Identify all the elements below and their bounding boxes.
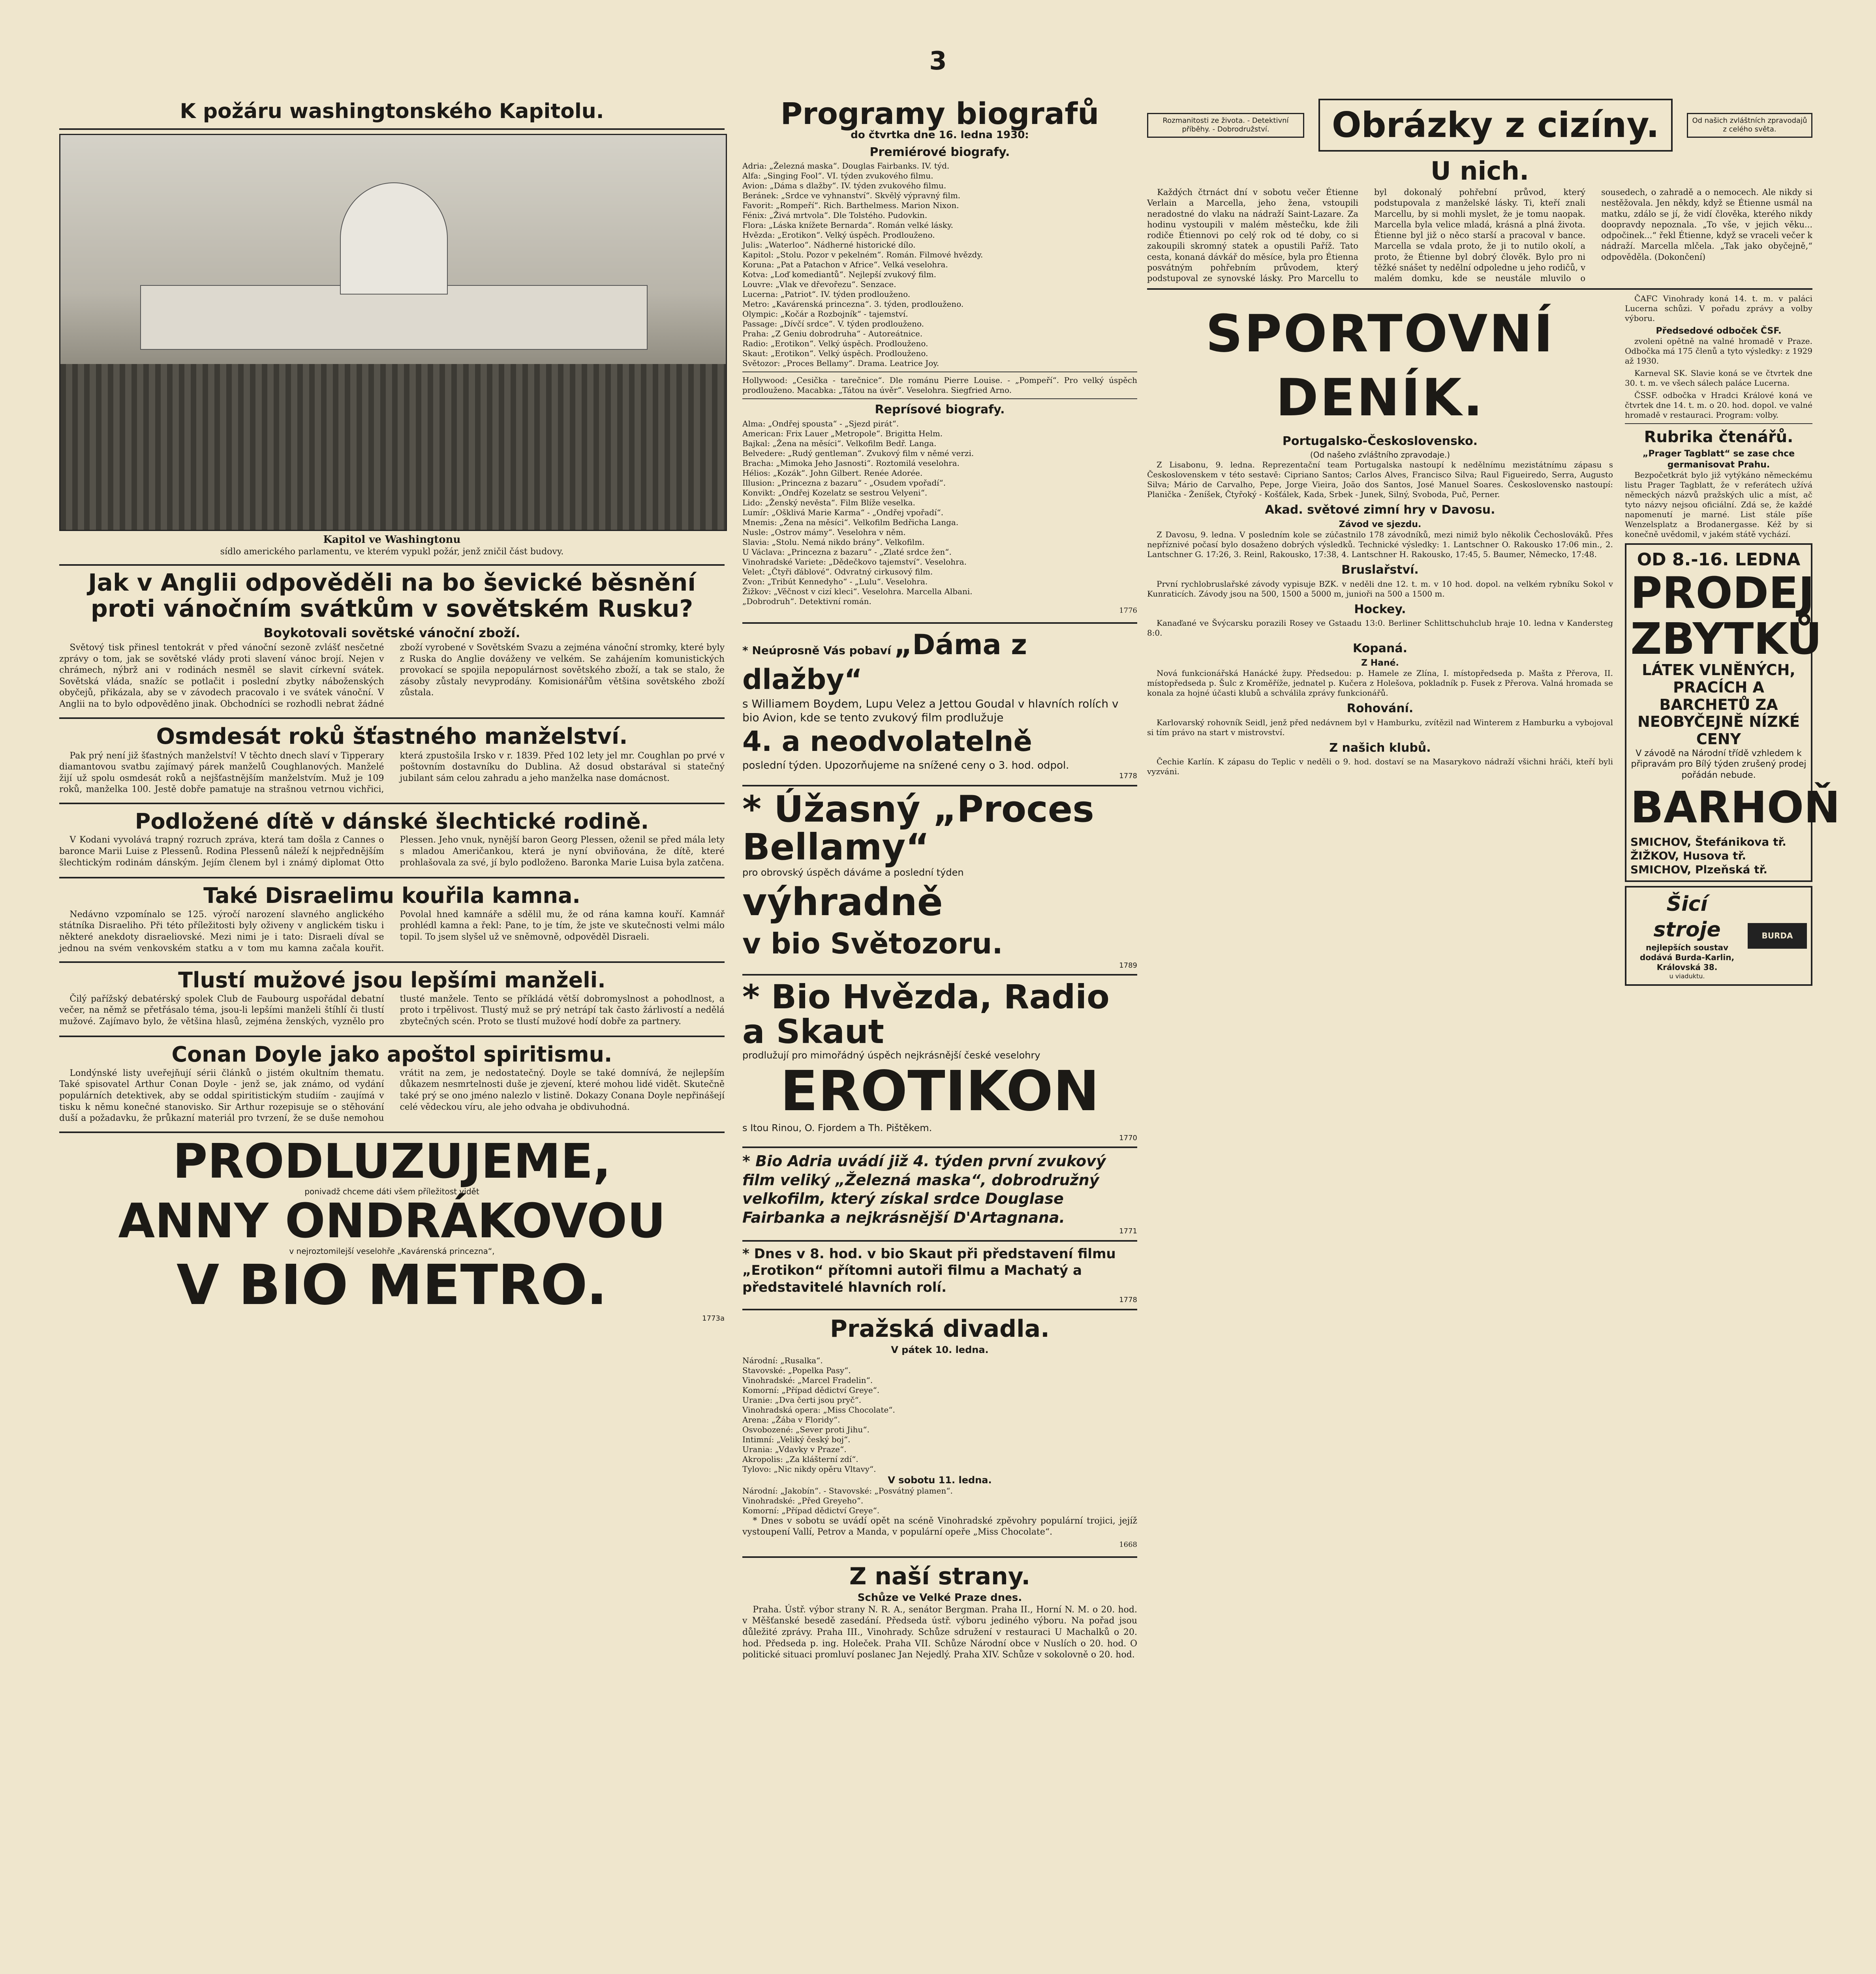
divider <box>742 398 1137 399</box>
cinema-listing: Bajkal: „Žena na měsíci“. Velkofilm Bedř. Langa. <box>742 438 937 448</box>
sport-section <box>1147 293 1840 990</box>
theatre-listing: Stavovské: „Popelka Pasy“. <box>742 1365 851 1375</box>
disraeli-title: Také Disraelimu kouřila kamna. <box>203 883 580 908</box>
sici-text: nejlepších soustav dodává Burda-Karlin, Královská 38. <box>1639 942 1735 972</box>
prodej-sub: V závodě na Národní třídě vzhledem k připravám pro Bílý týden zrušený prodej pořádán nebude. <box>1631 748 1807 780</box>
theatre-listing: Národní: „Rusalka“. <box>742 1355 823 1365</box>
divider <box>742 785 1137 786</box>
karneval-note: Karneval SK. Slavie koná se ve čtvrtek dne 30. t. m. ve všech sálech paláce Lucerna. <box>1625 368 1812 388</box>
divadla-section <box>742 1314 1137 1550</box>
cinema-listing: Alfa: „Singing Fool“. VI. týden zvukového filmu. <box>742 171 933 180</box>
disraeli-body: Nedávno vzpomínalo se 125. výročí narození slavného anglického státníka Disraeliho. Při této příležitosti byly oživeny v anglickém tisku i některé anekdoty disraeliovské. Mezi nimi je i tato: Disraeli díval se jednou na svém venkovském statku a v tom mu kamna začala kouřit. Povolal hned kamnáře a sdělil mu, že od rána kamna kouří. Kamnář prohlédl kamna a řekl: Pane, to je tím, že jste ve skutečnosti velmi málo topil. To jsem slyšel už ve sněmovně, odpověděl Disraeli. <box>59 909 725 953</box>
cinema-listing: Favorit: „Rompeří“. Rich. Barthelmess. Marion Nixon. <box>742 201 959 210</box>
cinema-listing: Hélios: „Kozák“. John Gilbert. Renée Adorée. <box>742 468 923 478</box>
proces-title: * Úžasný „Proces Bellamy“ <box>742 788 1094 869</box>
cinema-listing: Žižkov: „Věčnost v cizí kleci“. Veselohra. Marcella Albani. <box>742 586 973 596</box>
prodej-ad <box>1625 543 1840 882</box>
code: 1668 <box>1119 1540 1137 1549</box>
repris-list <box>742 419 1137 606</box>
dite-article <box>59 808 725 870</box>
brusl-body: První rychlobruslařské závody vypisuje BZK. v neděli dne 12. t. m. v 10 hod. dopol. na velkém rybníku Sokol v Kunraticích. Závody jsou na 500, 1500 a 5000 m, junioři na 500 a 1500 m. <box>1147 579 1613 599</box>
cafc-note: ČAFC Vinohrady koná 14. t. m. v paláci Lucerna schůzi. V pořadu zprávy a volby výboru. <box>1625 293 1812 323</box>
dama-ad <box>742 628 1137 781</box>
programy-title: Programy biografů <box>780 96 1099 131</box>
theatre-listing: Komorní: „Případ dědictví Greye“. <box>742 1385 880 1395</box>
divider <box>742 1309 1137 1310</box>
lead-body: Z Lisabonu, 9. ledna. Reprezentační team Portugalska nastoupí k nedělnímu mezistátnímu zápasu s Československem v této sestavě: Cipriano Santos; Carlos Alves, Francisco Silva; Raul Figueiredo, Serra, Augusto Silva; Mário de Carvalho, Pepe, Jorge Vieira, João dos Santos, José Manuel Soares. Československo nastoupí: Planička - Ženíšek, Čtyřoký - Košťálek, Kada, Srbek - Junek, Silný, Svoboda, Puč, Perner. <box>1147 460 1613 499</box>
rubrika-head: Rubrika čtenářů. <box>1644 428 1793 447</box>
anglie-body: Světový tisk přinesl tentokrát v před vánoční sezoně zvlášť nesčetné zprávy o tom, jak se sovětské vlády proti slavení vánoc brojí. Nejen v chrámech, nýbrž ani v rodinách nesměl se slavit církevní svátek. Sovětská vláda, snažíc se potlačit i poslední zbytky náboženských obyčejů, přikázala, aby se v závodech pracovalo i ve svátek vánoční. V Anglii na to bylo odpověděno jinak. Obchodníci se rozhodli nebrat žádné zboží vyrobené v Sovětském Svazu a zejména vánoční stromky, které byly z Ruska do Anglie dováženy ve velkém. Se zahájením komunistických provokací se spojila nepopulárnost sovětského zboží, a tak se stalo, že zásoby zůstaly nevyprodány. Komisionářům většina sovětského zboží zůstala. <box>59 643 725 709</box>
rubrika-body: Bezpočetkrát bylo již vytýkáno německému listu Prager Tagblatt, že v referátech užívá německých názvů pražských ulic a míst, ač tyto názvy nejsou oficiální. Zdá se, že každé napomenutí je marné. List stále píše Wenzelsplatz a Brodanergasse. Kéž by si konečně uvědomil, v jakém státě vychází. <box>1625 470 1812 539</box>
theatre-listing: Urania: „Vdavky v Praze“. <box>742 1444 847 1454</box>
cinema-listing: Kapitol: „Stolu. Pozor v pekelném“. Román. Filmové hvězdy. <box>742 250 983 259</box>
anglie-subtitle: Boykotovali sovětské vánoční zboží. <box>263 625 520 640</box>
sport-side <box>1625 293 1840 990</box>
sport-title: SPORTOVNÍ DENÍK. <box>1206 303 1555 428</box>
cinema-listing: Fénix: „Živá mrtvola“. Dle Tolstého. Pudovkin. <box>742 210 928 220</box>
theatre-listing: Akropolis: „Za klášterní zdí“. <box>742 1454 858 1464</box>
code: 1778 <box>1119 772 1137 780</box>
obrazky-header <box>1147 99 1812 152</box>
hvezda-text: prodlužují pro mimořádný úspěch nejkrásnější české veselohry <box>742 1049 1040 1061</box>
capitol-caption: Kapitol ve Washingtonu <box>323 534 461 546</box>
cinema-listing: Skaut: „Erotikon“. Velký úspěch. Prodlouženo. <box>742 349 928 358</box>
ondrakova-small1: ponivadž chceme dáti všem příležitost vidět <box>304 1186 479 1196</box>
theatre-listing: Komorní: „Případ dědictví Greye“. <box>742 1505 880 1515</box>
hollywood-text: Hollywood: „Cesička - tarečnice“. Dle románu Pierre Louise. - „Pompeří“. Pro velký úspěch prodlouženo. Macabka: „Tátou na úvěr“. Veselohra. Siegfried Arno. <box>742 375 1137 395</box>
theatre-listing: Vinohradské: „Před Greyeho“. <box>742 1496 864 1505</box>
sici-sub: u viaduktu. <box>1669 972 1705 980</box>
theatre-listing: Arena: „Žába v Floridy“. <box>742 1415 840 1424</box>
disraeli-article <box>59 882 725 954</box>
programy-date: do čtvrtka dne 16. ledna 1930: <box>851 129 1029 141</box>
code: 1778 <box>1119 1296 1137 1304</box>
ondrakova-line3: V BIO METRO. <box>176 1253 607 1317</box>
osmdesat-body: Pak prý není již šťastných manželství! V těchto dnech slaví v Tipperary diamantovou svatbu zajímavý párek manželů Coughlanových. Manželé žijí už spolu osmdesát roků a nejšťastnějším manželstvím. Muž je 109 roků, manželka 100. Jestě dobře pamatuje na strašnou vetrnou vichřici, která zpustošila Irsko v r. 1839. Před 102 lety jel mr. Coughlan po prvé v poštovním dostavníku do Dublina. Až dosud obstarával si statečný jubilant sám celou zahradu a jeho manželka nase domácnost. <box>59 751 725 795</box>
barhon-addr2: ŽIŽKOV, Husova tř. <box>1630 849 1746 862</box>
anglie-article <box>59 570 725 710</box>
tlusti-body: Čilý pařížský debatérský spolek Club de Faubourg uspořádal debatní večer, na němž se přetřásalo téma, jsou-li lepšími manželi štíhlí či tlustí mužové. Zajímavo bylo, že většina hlasů, zejména ženských, vyznělo pro tlusté manžele. Tento se příkládá větší dobromyslnost a pohodlnost, a proto i trpělivost. Tlustý muž se prý netrápí tak často žárlivostí a nedělá zbytečných scén. Proto se tlustí mužové hodí dobře za partnery. <box>59 994 725 1026</box>
prodej-big: PRODEJ ZBYTKŮ <box>1630 568 1822 664</box>
divider <box>742 974 1137 976</box>
barhon-addr1: SMICHOV, Štefánikova tř. <box>1630 835 1786 848</box>
proces-ad <box>742 790 1137 970</box>
capitol-wing-shape <box>140 285 648 350</box>
divider <box>742 1556 1137 1558</box>
cinema-listing: Julis: „Waterloo“. Nádherné historické dílo. <box>742 240 916 250</box>
hockey-head: Hockey. <box>1354 602 1406 616</box>
divider <box>59 128 725 130</box>
dama-tail: poslední týden. Upozorňujeme na snížené ceny o 3. hod. odpol. <box>742 759 1069 771</box>
dama-text: s Williamem Boydem, Lupu Velez a Jettou Goudal v hlavních rolích v bio Avion, kde se tento zvukový film prodlužuje <box>742 697 1119 724</box>
cinema-listing: Světozor: „Proces Bellamy“. Drama. Leatrice Joy. <box>742 358 939 368</box>
divadla-title: Pražská divadla. <box>830 1315 1050 1343</box>
hvezda-title: * Bio Hvězda, Radio a Skaut <box>742 978 1110 1051</box>
divider <box>59 961 725 963</box>
davos-body: Z Davosu, 9. ledna. V posledním kole se zúčastnilo 178 závodníků, mezi nimiž bylo několik Čechoslováků. Přes nepříznivé počasí bylo dosaženo dobrých výsledků. Technické výsledky: 1. Lantschner O. Rakousko 17:06 min., 2. Lantschner G. 17:26, 3. Reinl, Rakousko, 17:38, 4. Lantschner H. Rakousko, 17:45, 5. Baumer, Německo, 17:48. <box>1147 530 1613 559</box>
ondrakova-line1: PRODLUZUJEME, <box>173 1134 611 1189</box>
capitol-trees-shape <box>60 364 726 530</box>
cinema-listing: Lido: „Ženský nevěsta“. Film Blíže veselka. <box>742 497 915 507</box>
page-number: 3 <box>929 47 947 76</box>
column-right <box>1147 99 1840 1974</box>
sici-ad <box>1625 886 1812 986</box>
brusl-head: Bruslařství. <box>1341 563 1419 577</box>
divadla-list1 <box>742 1356 1137 1474</box>
dama-week: 4. a neodvolatelně <box>742 725 1032 758</box>
kopana-body: Nová funkcionářská Hanácké župy. Předsedou: p. Hamele ze Zlína, I. místopředseda p. Mašta z Přerova, II. místopředseda p. Šulc z Kroměříže, jednatel p. Kučera z Holešova, pokladník p. Fusek z Přerova. Valná hromada se konala za hojné účasti klubů a schválila zprávy funkcionářů. <box>1147 668 1613 698</box>
cinema-listing: Belvedere: „Rudý gentleman“. Zvukový film v němé verzi. <box>742 448 974 458</box>
barhon-addr3: SMICHOV, Plzeňská tř. <box>1630 863 1768 876</box>
theatre-listing: Uranie: „Dva čerti jsou pryč“. <box>742 1395 862 1405</box>
capitol-dome-shape <box>340 182 448 295</box>
divider <box>59 1036 725 1037</box>
cinema-listing: Louvre: „Vlak ve dřevořezu“. Senzace. <box>742 280 896 289</box>
doyle-body: Londýnské listy uveřejňují sérii článků o jistém okultním thematu. Také spisovatel Arthur Conan Doyle - jenž se, jak známo, od vydání populárních detektivek, aby se oddal spiritistickým studiím - zaujímá v tisku k němu konečné stanovisko. Sir Arthur rozepisuje se o stěhování duší a požadavku, že průkazní materiál pro tvrzení, že se duše nemohou vrátit na zem, je nedostatečný. Doyle se také domnívá, že nejlepším důkazem nesmrtelnosti duše je zjevení, které mohou lidé vidět. Skutečně také prý se ono jméno nalezlo v listině. Dokazy Conana Doyle nepřinášejí celé vědeckou víru, ale jeho odvaha je obdivuhodná. <box>59 1068 725 1124</box>
doyle-article <box>59 1041 725 1124</box>
prodej-head: OD 8.-16. LEDNA <box>1637 550 1801 570</box>
capitol-article <box>59 99 725 557</box>
erotikon-title: EROTIKON <box>780 1059 1100 1124</box>
cinema-listing: Radio: „Erotikon“. Velký úspěch. Prodlouženo. <box>742 339 928 348</box>
proces-word: výhradně <box>742 880 943 924</box>
anglie-title: Jak v Anglii odpověděli na bo ševické běsnění proti vánočním svátkům v sovětském Rusku? <box>88 569 696 623</box>
cinema-listing: Konvikt: „Ondřej Kozelatz se sestrou Velyeni“. <box>742 488 928 497</box>
divadla-list2 <box>742 1486 1137 1516</box>
obrazky-left-box: Rozmanitosti ze života. - Detektivní příběhy. - Dobrodružství. <box>1147 113 1304 138</box>
theatre-listing: Vinohradská opera: „Miss Chocolate“. <box>742 1405 895 1415</box>
theatre-listing: Osvobozené: „Sever proti Jihu“. <box>742 1424 869 1434</box>
cinema-listing: Kotva: „Loď komediantů“. Nejlepší zvukový film. <box>742 270 936 279</box>
repris-head: Reprísové biografy. <box>875 403 1005 417</box>
hockey-body: Kanaďané ve Švýcarsku porazili Rosey ve Gstaadu 13:0. Berliner Schlittschuhclub hraje 10. ledna v Kandersteg 8:0. <box>1147 618 1613 638</box>
cinema-listing: Slavia: „Stolu. Nemá nikdo brány“. Velkofilm. <box>742 537 925 547</box>
code: 1770 <box>1119 1133 1137 1142</box>
dite-title: Podložené dítě v dánské šlechtické rodině. <box>135 809 649 834</box>
capitol-subcaption: sídlo amerického parlamentu, ve kterém vypukl požár, jenž zničil část budovy. <box>220 546 564 557</box>
cinema-listing: Adria: „Železná maska“. Douglas Fairbanks. IV. týd. <box>742 161 950 171</box>
divadla-day1: V pátek 10. ledna. <box>891 1344 989 1355</box>
burda-logo: BURDA <box>1748 923 1807 949</box>
hollywood-listing <box>742 375 1137 395</box>
capitol-photo <box>59 134 727 531</box>
premiere-head: Premiérové biografy. <box>869 145 1010 159</box>
divider <box>1147 288 1812 290</box>
adria-text: * Bio Adria uvádí již 4. týden první zvukový film veliký „Železná maska“, dobrodružný velkofilm, který získal srdce Douglase Fairbanka a nejkrásnější D'Artagnana. <box>742 1152 1106 1226</box>
cinema-listing: Alma: „Ondřej spousta“ - „Sjezd pirát“. <box>742 418 899 428</box>
divider <box>1625 423 1812 424</box>
premiere-list <box>742 161 1137 368</box>
barhon-logo: BARHOŇ <box>1630 782 1840 833</box>
cinema-listing: Illusion: „Princezna z bazaru“ - „Osudem vpořadí“. <box>742 478 946 488</box>
sk-body: zvoleni opětně na valné hromadě v Praze. Odbočka má 175 členů a tyto výsledky: z 1929 až 1930. <box>1625 336 1812 366</box>
davos-head: Akad. světové zimní hry v Davosu. <box>1265 503 1495 517</box>
sk-head: Předsedové odboček ČSF. <box>1656 326 1782 336</box>
tlusti-title: Tlustí mužové jsou lepšími manželi. <box>178 968 606 993</box>
rubrika-sub: „Prager Tagblatt“ se zase chce germanisovat Prahu. <box>1642 449 1795 470</box>
cinema-listing: Vinohradské Variete: „Dědečkovo tajemství“. Veselohra. <box>742 557 967 567</box>
davos-sub: Závod ve sjezdu. <box>1339 519 1422 529</box>
cinema-listing: Bracha: „Mimoka Jeho Jasnosti“. Roztomilá veselohra. <box>742 458 960 468</box>
strany-body: Praha. Ústř. výbor strany N. R. A., senátor Bergman. Praha II., Horní N. M. o 20. hod. v Měšťanské besedě zasedání. Předseda ústř. výboru jediného výboru. Na pořad jsou důležité zprávy. Praha III., Vinohrady. Schůze sdružení v restauraci U Machalků o 20. hod. Předseda p. ing. Holeček. Praha VII. Schůze Národní obce v Nuslích o 20. hod. O politické situaci promluví poslanec Jan Nejedlý. Praha XIV. Schůze v sokolovně o 20. hod. <box>742 1604 1137 1660</box>
strany-title: Z naší strany. <box>849 1563 1031 1591</box>
kluby-head: Z našich klubů. <box>1329 741 1431 755</box>
code: 1776 <box>1119 606 1137 615</box>
strany-subtitle: Schůze ve Velké Praze dnes. <box>857 1592 1022 1604</box>
theatre-listing: Vinohradské: „Marcel Fradelin“. <box>742 1375 873 1385</box>
divider <box>742 622 1137 624</box>
erotikon-cast: s Itou Rinou, O. Fjordem a Th. Pištěkem. <box>742 1122 932 1133</box>
divider <box>742 1240 1137 1242</box>
cinema-listing: Nusle: „Ostrov mámy“. Veselohra v něm. <box>742 527 906 537</box>
cinema-listing: Olympic: „Kočár a Rozbojník“ - tajemství. <box>742 309 908 319</box>
osmdesat-title: Osmdesát roků šťastného manželství. <box>156 723 628 749</box>
strany-section <box>742 1562 1137 1661</box>
code: 1789 <box>1119 961 1137 970</box>
story-title: U nich. <box>1430 157 1529 186</box>
adria-ad <box>742 1152 1137 1236</box>
theatre-listing: Národní: „Jakobín“. - Stavovské: „Posvátný plamen“. <box>742 1486 953 1496</box>
doyle-title: Conan Doyle jako apoštol spiritismu. <box>171 1042 612 1067</box>
dama-intro: * Neúprosně Vás pobaví <box>742 644 891 657</box>
rohovani-head: Rohování. <box>1346 702 1414 716</box>
cinema-listing: „Dobrodruh“. Detektivní román. <box>742 596 871 606</box>
capitol-title: K požáru washingtonského Kapitolu. <box>180 99 604 123</box>
divider <box>59 803 725 804</box>
cssf-note: ČSSF. odbočka v Hradci Králové koná ve čtvrtek dne 14. t. m. o 20. hod. dopol. ve valné hromadě v restauraci. Program: volby. <box>1625 390 1812 420</box>
cinema-listing: Velet: „Čtyři ďáblové“. Odvratný cirkusový film. <box>742 567 933 576</box>
cinema-listing: Passage: „Dívčí srdce“. V. týden prodlouženo. <box>742 319 924 328</box>
divider <box>59 717 725 719</box>
cinema-listing: Lucerna: „Patriot“. IV. týden prodlouženo. <box>742 289 911 299</box>
sici-head: Šicí stroje <box>1653 892 1721 942</box>
kopana-sub: Z Hané. <box>1361 658 1399 668</box>
code: 1771 <box>1119 1227 1137 1236</box>
osmdesat-article <box>59 723 725 796</box>
programy-section <box>742 96 1137 615</box>
divadla-day2: V sobotu 11. ledna. <box>888 1474 992 1486</box>
cinema-listing: Koruna: „Pat a Patachon v Africe“. Velká veselohra. <box>742 260 948 269</box>
cinema-listing: Avion: „Dáma s dlažby“. IV. týden zvukového filmu. <box>742 181 946 190</box>
cinema-listing: Flora: „Láska knížete Bernarda“. Román velké lásky. <box>742 220 954 230</box>
divider <box>59 564 725 566</box>
hvezda-ad <box>742 979 1137 1143</box>
prodej-text: LÁTEK VLNĚNÝCH, PRACÍCH A BARCHETŮ ZA NEOBYČEJNĚ NÍZKÉ CENY <box>1638 661 1800 748</box>
skaut-text: * Dnes v 8. hod. v bio Skaut při představení filmu „Erotikon“ přítomni autoři filmu a Machatý a představitelé hlavních rolí. <box>742 1246 1116 1295</box>
cinema-listing: Beránek: „Srdce ve vyhnanství“. Skvělý výpravný film. <box>742 191 961 200</box>
ondrakova-ad <box>59 1134 725 1323</box>
cinema-listing: U Václava: „Princezna z bazaru“ - „Zlaté srdce žen“. <box>742 547 952 557</box>
cinema-listing: Mnemis: „Žena na měsíci“. Velkofilm Bedřicha Langa. <box>742 517 959 527</box>
divider <box>59 1131 725 1133</box>
ondrakova-code: 1773a <box>702 1314 725 1323</box>
cinema-listing: Praha: „Z Geniu dobrodruha“ - Autoreátnice. <box>742 329 923 338</box>
rohovani-body: Karlovarský rohovník Seidl, jenž před nedávnem byl v Hamburku, zvítězil nad Winterem z Hamburku a vybojoval si tím právo na start v mistrovství. <box>1147 717 1613 737</box>
column-left <box>59 99 725 1974</box>
kopana-head: Kopaná. <box>1352 642 1408 656</box>
cinema-listing: Metro: „Kavárenská princezna“. 3. týden, prodlouženo. <box>742 299 964 309</box>
cinema-listing: Lumír: „Ošklivá Marie Karma“ - „Ondřej vpořadí“. <box>742 507 944 517</box>
cinema-listing: American: Frix Lauer „Metropole“. Brigitta Helm. <box>742 428 943 438</box>
cinema-listing: Hvězda: „Erotikon“. Velký úspěch. Prodlouženo. <box>742 230 935 240</box>
sport-main <box>1147 294 1613 990</box>
divider <box>742 1146 1137 1148</box>
ondrakova-small2: v nejroztomilejší veselohře „Kavárenská princezna“, <box>289 1246 495 1256</box>
kluby-body: Čechie Karlín. K zápasu do Teplic v neděli o 9. hod. dostaví se na Masarykovo nádraží všichni hráči, kteří byli vyzváni. <box>1147 757 1613 777</box>
dama-title: „Dáma z dlažby“ <box>742 629 1027 696</box>
theatre-listing: Tylovo: „Nic nikdy opěru Vltavy“. <box>742 1464 876 1474</box>
ondrakova-line2: ANNY ONDRÁKOVOU <box>118 1193 666 1249</box>
dite-body: V Kodani vyvolává trapný rozruch zpráva, která tam došla z Cannes o baronce Marii Luise z Plessenů. Rodina Plessenů náleží k nejpřednějším šlechtickým rodinám dánským. Jejím členem byl i známý diplomat Otto Plessen. Jeho vnuk, nynější baron Georg Plessen, oženil se před mála lety s mladou Američankou, která je nyní obviňována, že dítě, které prohlašovala za své, jí bylo podloženo. Baronka Marie Luisa byla zatčena. <box>59 835 725 868</box>
cinema-listing: Zvon: „Tribút Kennedyho“ - „Lulu“. Veselohra. <box>742 576 928 586</box>
story-body: Každých čtrnáct dní v sobotu večer Étienne Verlain a Marcella, jeho žena, vstoupili neradostné do vlaku na nádraží Saint-Lazare. Za hodinu vystoupili v malém městečku, kde žili rodiče Étiennovi po celý rok od té doby, co si zakoupili skromný statek a opustili Paříž. Tato cesta, konaná dávkář do měsíce, byla pro Étienna posvátným pohřebním průvodem, který podstupoval ze synovské lásky. Pro Marcellu to byl dokonalý pohřební průvod, který podstupovala z manželské lásky. Ti, kteří znali Marcellu, by si mohli myslet, že je tomu naopak. Marcella byla velice mladá, krásná a plná života. Étienne byl již o něco starší a pracoval v bance. Marcella se vdala proto, že ji to nutilo okolí, a proto, že Étienne byl dobrý člověk. Bylo pro ni těžké snášet ty nedělní odpoledne u jeho rodičů, v malém domku, kde se neustále mluvilo o sousedech, o zahradě a o nemocech. Ale nikdy si nestěžovala. Jen někdy, když se Étienne usmál na matku, zdálo se jí, že vidí člověka, kterého nikdy doopravdy nepoznala. „To vše, v jejich věku... odpočinek...“ řekl Étienne, když se vraceli večer k nádraží. Marcella mlčela. „Tak jako obyčejně,“ odpověděla. (Dokončení) <box>1147 188 1812 283</box>
lead-head: Portugalsko-Československo. <box>1282 434 1478 448</box>
divadla-note: * Dnes v sobotu se uvádí opět na scéně Vinohradské zpěvohry populární trojici, jejíž vystoupení Vallí, Petrov a Manda, v populární opeře „Miss Chocolate“. <box>742 1516 1137 1537</box>
theatre-listing: Intimní: „Veliký český boj“. <box>742 1434 851 1444</box>
proces-cinema: v bio Světozoru. <box>742 927 1003 960</box>
divider <box>59 877 725 878</box>
obrazky-right-box: Od našich zvláštních zpravodajů z celého světa. <box>1687 113 1812 138</box>
obrazky-title: Obrázky z cizíny. <box>1318 99 1673 152</box>
proces-text: pro obrovský úspěch dáváme a poslední týden <box>742 867 964 878</box>
sici-text-block <box>1630 891 1744 980</box>
tlusti-article <box>59 967 725 1028</box>
lead-sub: (Od našeho zvláštního zpravodaje.) <box>1310 450 1450 460</box>
skaut-ad <box>742 1246 1137 1305</box>
column-middle <box>742 96 1137 1974</box>
